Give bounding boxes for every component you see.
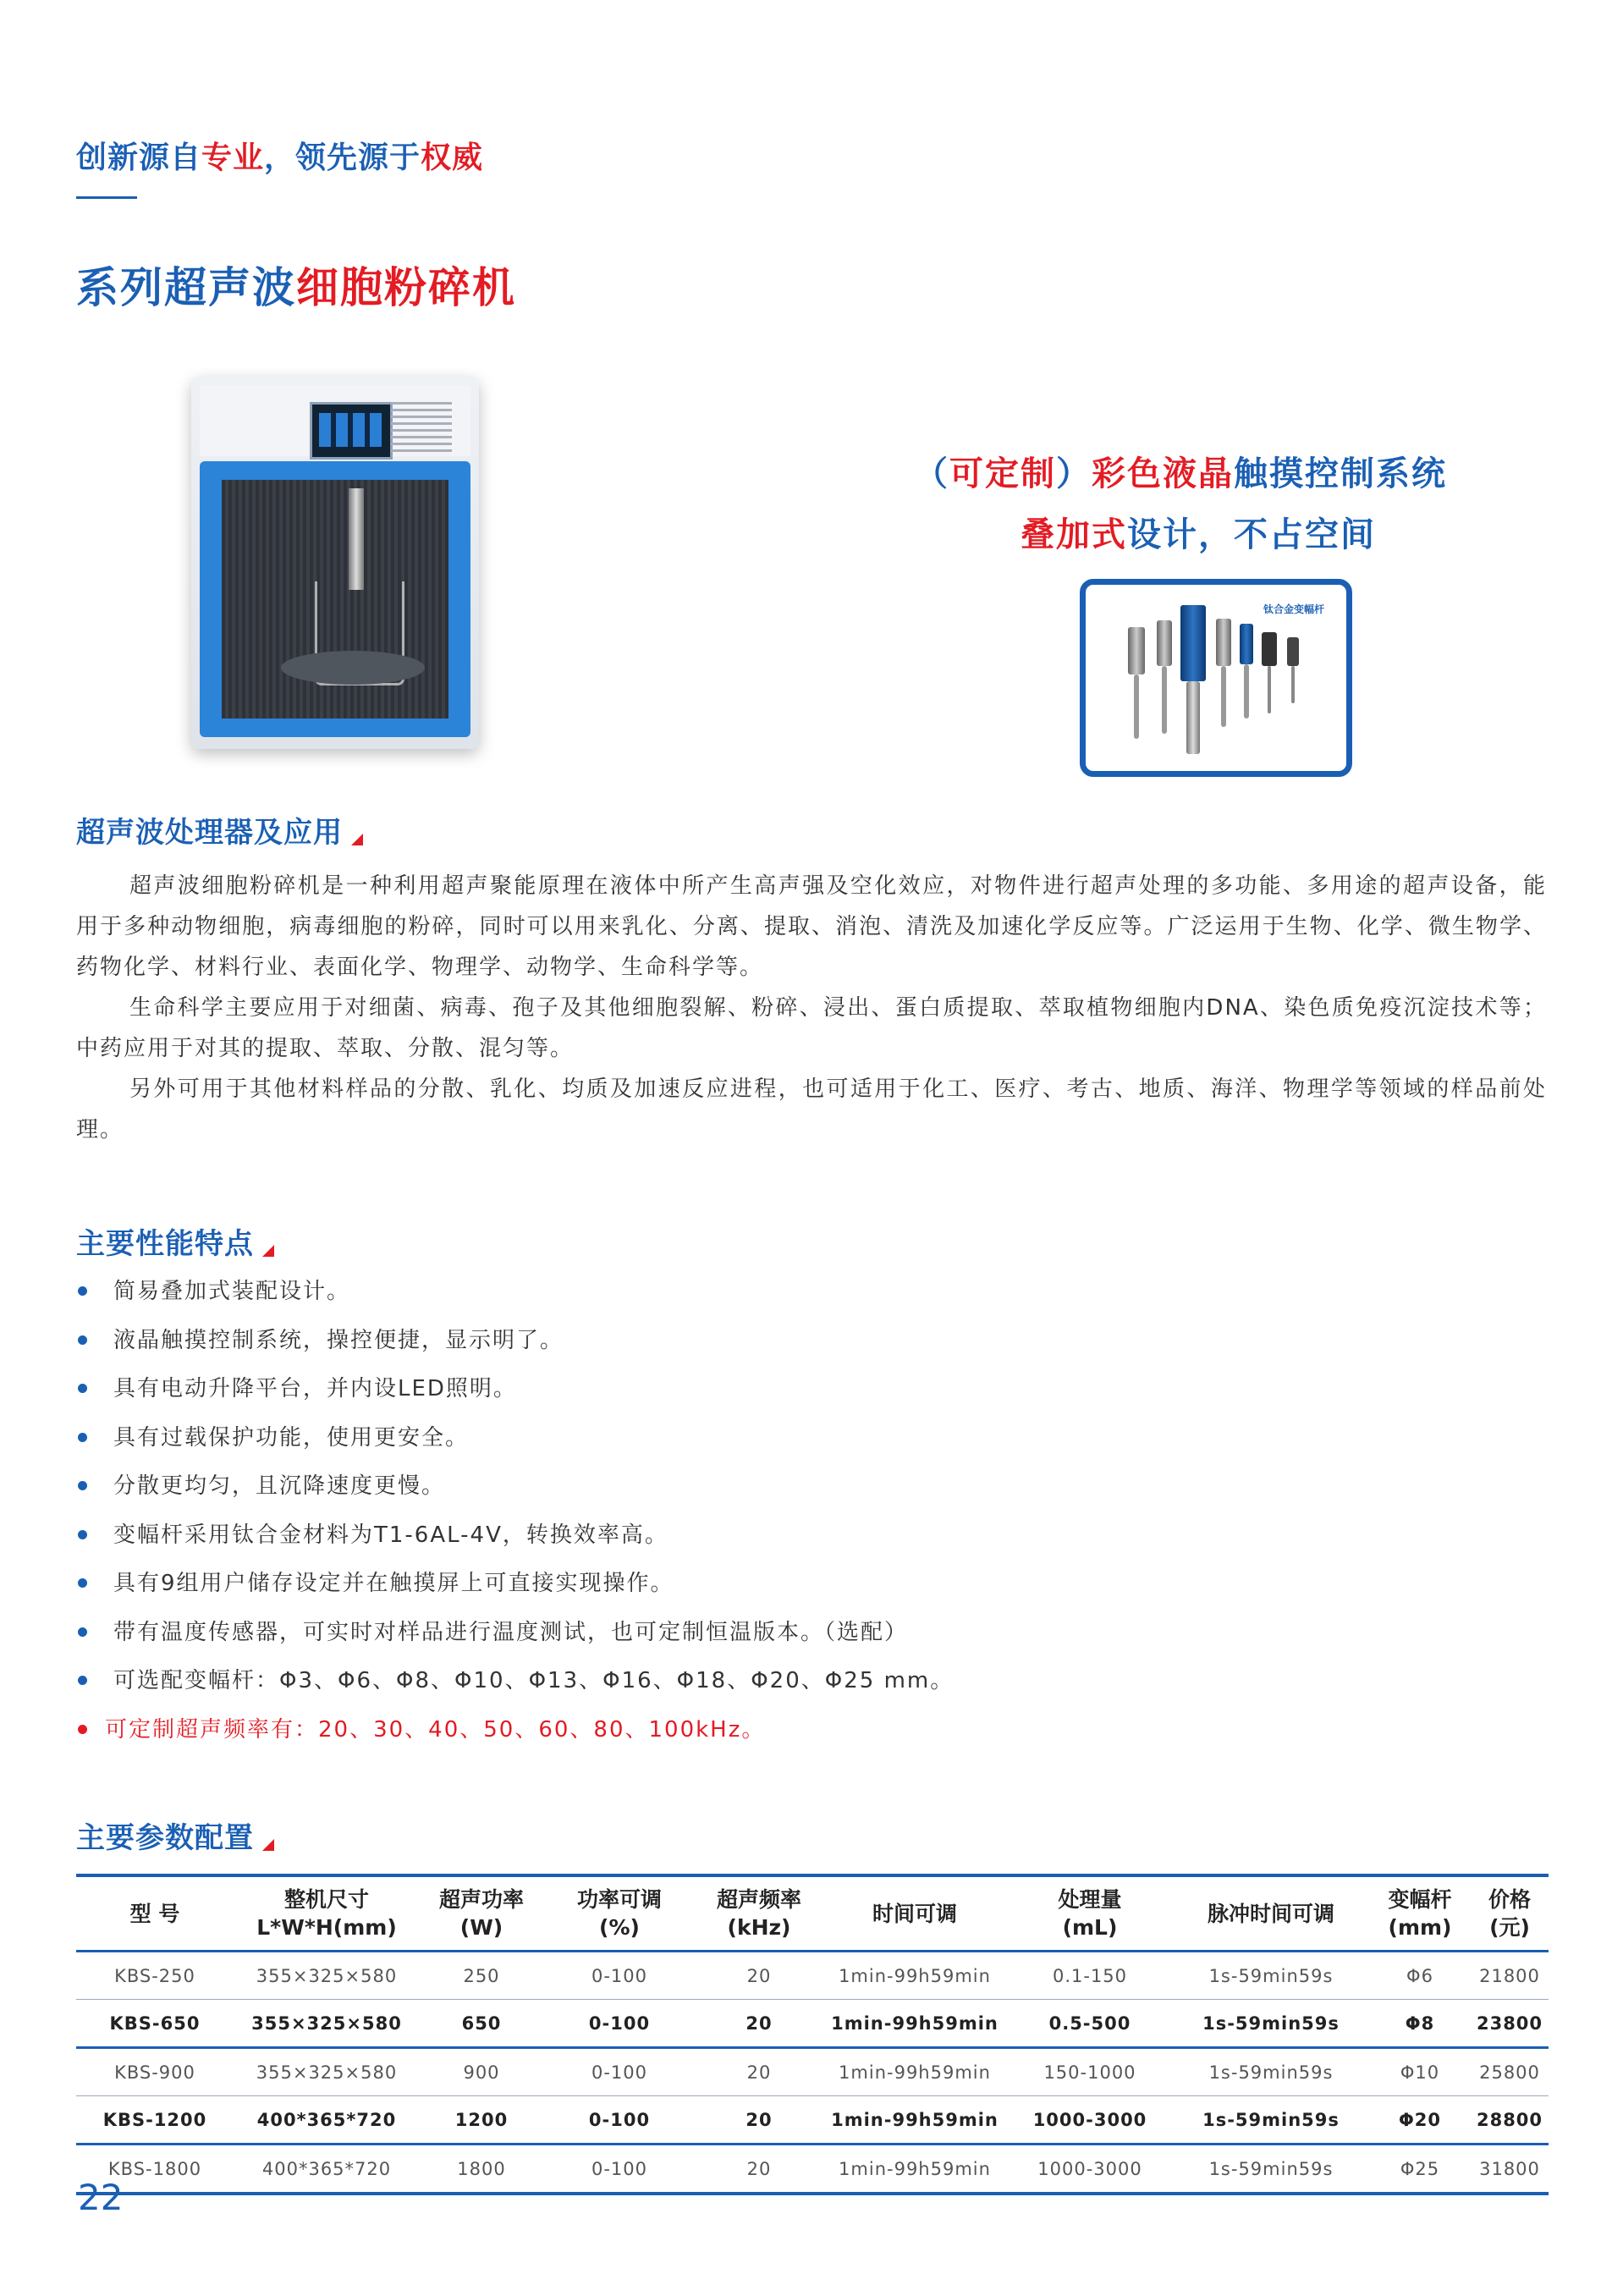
column-header: 价格 (元): [1488, 1887, 1531, 1940]
feature-item: [76, 1421, 1547, 1470]
headline-part: 彩色液晶: [1092, 454, 1234, 493]
table-cell: Φ25: [1369, 2145, 1471, 2194]
table-cell: 1s-59min59s: [1173, 2096, 1369, 2145]
paragraph-intro: 超声波细胞粉碎机是一种利用超声聚能原理在液体中所产生高声强及空化效应，对物件进行超声处理的多功能、多用途的超声设备，能用于多种动物细胞，病毒细胞的粉碎，同时可以用来乳化、分离、提取、消泡、清洗及加速化学反应等。广泛运用于生物、化学、微生物学、药物化学、材料行业、表面化学、物理学、动物学、生命科学等。: [76, 873, 1547, 980]
table-header-row: [76, 1875, 1549, 1952]
column-header: 脉冲时间可调: [1207, 1901, 1334, 1926]
bullet-dot-icon: [78, 1676, 87, 1685]
headline-part: （: [914, 454, 949, 493]
red-corner-mark: [262, 1245, 274, 1257]
slogan: [76, 134, 483, 177]
horn-image-box: [1080, 579, 1352, 777]
headline-part: ）: [1056, 454, 1092, 493]
feature-text: 带有温度传感器，可实时对样品进行温度测试，也可定制恒温版本。（选配）: [113, 1619, 909, 1645]
feature-text: 具有电动升降平台，并内设LED照明。: [113, 1376, 517, 1401]
table-cell: 150-1000: [1007, 2048, 1173, 2096]
horn-probe: [1216, 619, 1231, 666]
table-cell: 1min-99h59min: [823, 2096, 1007, 2145]
bullet-dot-icon: [78, 1335, 87, 1345]
table-cell: 31800: [1471, 2145, 1549, 2194]
table-cell: 0.1-150: [1007, 1952, 1173, 2000]
horn-caption: 钛合金变幅杆: [1263, 603, 1324, 615]
feature-text: 分散更均匀，且沉降速度更慢。: [113, 1473, 446, 1499]
table-cell: KBS-1200: [76, 2096, 234, 2145]
column-header: 型 号: [129, 1901, 180, 1926]
horn-probe: [1262, 632, 1277, 666]
table-cell: 21800: [1471, 1952, 1549, 2000]
table-row: [76, 2048, 1549, 2096]
horn-probe: [1287, 637, 1299, 666]
headline-part: 设计，不占空间: [1127, 515, 1376, 554]
table-cell: 0-100: [543, 2000, 696, 2048]
table-cell: 20: [696, 2000, 823, 2048]
table-cell: 1800: [420, 2145, 543, 2194]
table-cell: 0-100: [543, 2048, 696, 2096]
horn-probe: [1186, 681, 1200, 754]
bullet-dot-icon: [78, 1384, 87, 1393]
table-cell: 900: [420, 2048, 543, 2096]
feature-item: [76, 1518, 1547, 1567]
device-window: [222, 480, 448, 719]
table-cell: 20: [696, 2048, 823, 2096]
section-heading-specs: [76, 1814, 274, 1856]
slogan-part: 权威: [421, 140, 484, 175]
customize-headline-1: [914, 447, 1447, 495]
feature-item: [76, 1469, 1547, 1518]
table-cell: KBS-900: [76, 2048, 234, 2096]
slogan-divider: [76, 196, 137, 199]
table-cell: Φ8: [1369, 2000, 1471, 2048]
horn-probe: [1244, 664, 1249, 719]
table-cell: Φ20: [1369, 2096, 1471, 2145]
column-header: 整机尺寸 L*W*H(mm): [256, 1887, 397, 1940]
feature-text: 可选配变幅杆：Φ3、Φ6、Φ8、Φ10、Φ13、Φ16、Φ18、Φ20、Φ25 mm。: [113, 1668, 955, 1693]
table-cell: 355×325×580: [234, 1952, 420, 2000]
table-cell: 355×325×580: [234, 2048, 420, 2096]
table-cell: 1min-99h59min: [823, 2000, 1007, 2048]
table-cell: 400*365*720: [234, 2096, 420, 2145]
table-row: [76, 2096, 1549, 2145]
column-header: 处理量 (mL): [1058, 1887, 1122, 1940]
table-cell: 1s-59min59s: [1173, 2145, 1369, 2194]
feature-text: 简易叠加式装配设计。: [113, 1279, 351, 1304]
bullet-dot-icon: [78, 1725, 87, 1734]
feature-text: 具有9组用户储存设定并在触摸屏上可直接实现操作。: [113, 1571, 674, 1596]
device-probe: [349, 488, 364, 590]
red-corner-mark: [351, 834, 363, 845]
customize-headline-2: [1021, 508, 1376, 556]
feature-item-highlight: [76, 1713, 1547, 1762]
feature-text: 变幅杆采用钛合金材料为T1-6AL-4V，转换效率高。: [113, 1522, 668, 1548]
slogan-part: 创新源自: [76, 140, 202, 175]
product-image: [191, 377, 479, 749]
headline-part: 叠加式: [1021, 515, 1127, 554]
feature-item: [76, 1372, 1547, 1421]
table-cell: 0-100: [543, 2096, 696, 2145]
table-cell: Φ10: [1369, 2048, 1471, 2096]
horn-probe: [1240, 624, 1253, 664]
spec-table: [76, 1874, 1549, 2195]
horn-probe: [1291, 666, 1295, 703]
table-cell: 20: [696, 1952, 823, 2000]
feature-text: 液晶触摸控制系统，操控便捷，显示明了。: [113, 1327, 564, 1353]
horn-probe: [1268, 666, 1271, 713]
table-cell: 1000-3000: [1007, 2096, 1173, 2145]
table-cell: Φ6: [1369, 1952, 1471, 2000]
table-cell: 250: [420, 1952, 543, 2000]
table-cell: 650: [420, 2000, 543, 2048]
device-door: [200, 461, 470, 737]
horn-probe: [1128, 627, 1145, 674]
table-cell: 1min-99h59min: [823, 2145, 1007, 2194]
paragraph-life-science: 生命科学主要应用于对细菌、病毒、孢子及其他细胞裂解、粉碎、浸出、蛋白质提取、萃取植物细胞内DNA、染色质免疫沉淀技术等；中药应用于对其的提取、萃取、分散、混匀等。: [76, 995, 1547, 1061]
table-cell: 400*365*720: [234, 2145, 420, 2194]
table-row: [76, 2145, 1549, 2194]
table-cell: 1200: [420, 2096, 543, 2145]
device-platform: [281, 651, 425, 685]
device-top-panel: [200, 385, 470, 456]
column-header: 功率可调 (%): [576, 1887, 662, 1940]
feature-item: [76, 1566, 1547, 1616]
table-cell: 1min-99h59min: [823, 2048, 1007, 2096]
feature-list: [76, 1275, 1547, 1761]
slogan-part: ，领先源于: [264, 140, 421, 175]
slogan-part: 专业: [201, 140, 265, 175]
table-cell: 23800: [1471, 2000, 1549, 2048]
feature-item: [76, 1664, 1547, 1713]
device-touchscreen: [310, 402, 393, 460]
table-row: [76, 1952, 1549, 2000]
table-cell: 20: [696, 2145, 823, 2194]
title-part: 细胞粉碎机: [296, 263, 516, 312]
horn-probe: [1157, 620, 1172, 666]
section-heading-features: [76, 1220, 274, 1262]
bullet-dot-icon: [78, 1433, 87, 1442]
table-cell: 1min-99h59min: [823, 1952, 1007, 2000]
table-cell: 0-100: [543, 1952, 696, 2000]
table-cell: 1s-59min59s: [1173, 2048, 1369, 2096]
bullet-dot-icon: [78, 1530, 87, 1539]
table-cell: 25800: [1471, 2048, 1549, 2096]
section-heading-text: 主要性能特点: [76, 1227, 254, 1261]
page-number: 22: [78, 2177, 124, 2218]
section-heading-text: 主要参数配置: [76, 1821, 254, 1855]
table-cell: 20: [696, 2096, 823, 2145]
headline-part: 可定制: [949, 454, 1056, 493]
bullet-dot-icon: [78, 1578, 87, 1588]
table-cell: 1s-59min59s: [1173, 2000, 1369, 2048]
feature-text: 可定制超声频率有：20、30、40、50、60、80、100kHz。: [105, 1716, 766, 1743]
paragraph-other-uses: 另外可用于其他材料样品的分散、乳化、均质及加速反应进程，也可适用于化工、医疗、考古、地质、海洋、物理学等领域的样品前处理。: [76, 1076, 1547, 1142]
feature-text: 具有过载保护功能，使用更安全。: [113, 1424, 470, 1451]
device-vents: [391, 402, 452, 453]
table-cell: KBS-650: [76, 2000, 234, 2048]
table-cell: KBS-1800: [76, 2145, 234, 2194]
feature-item: [76, 1275, 1547, 1324]
bullet-dot-icon: [78, 1481, 87, 1490]
table-cell: 0.5-500: [1007, 2000, 1173, 2048]
horn-probe: [1162, 666, 1167, 734]
table-cell: 1s-59min59s: [1173, 1952, 1369, 2000]
column-header: 时间可调: [872, 1901, 957, 1926]
horn-probe: [1134, 674, 1139, 739]
feature-item: [76, 1324, 1547, 1373]
red-corner-mark: [262, 1839, 274, 1851]
column-header: 变幅杆 (mm): [1388, 1887, 1452, 1940]
section-heading-applications: [76, 809, 363, 851]
page-title: [76, 254, 516, 315]
title-part: 系列超声波: [76, 263, 296, 312]
horn-probe: [1221, 666, 1226, 727]
table-cell: KBS-250: [76, 1952, 234, 2000]
column-header: 超声频率 (kHz): [716, 1887, 801, 1940]
horn-probe: [1180, 605, 1206, 681]
table-cell: 28800: [1471, 2096, 1549, 2145]
table-cell: 1000-3000: [1007, 2145, 1173, 2194]
table-cell: 0-100: [543, 2145, 696, 2194]
column-header: 超声功率 (W): [438, 1887, 524, 1940]
headline-part: 触摸控制系统: [1234, 454, 1447, 493]
feature-item: [76, 1616, 1547, 1665]
bullet-dot-icon: [78, 1286, 87, 1296]
bullet-dot-icon: [78, 1627, 87, 1637]
section-heading-text: 超声波处理器及应用: [76, 816, 343, 850]
table-cell: 355×325×580: [234, 2000, 420, 2048]
table-row: [76, 2000, 1549, 2048]
